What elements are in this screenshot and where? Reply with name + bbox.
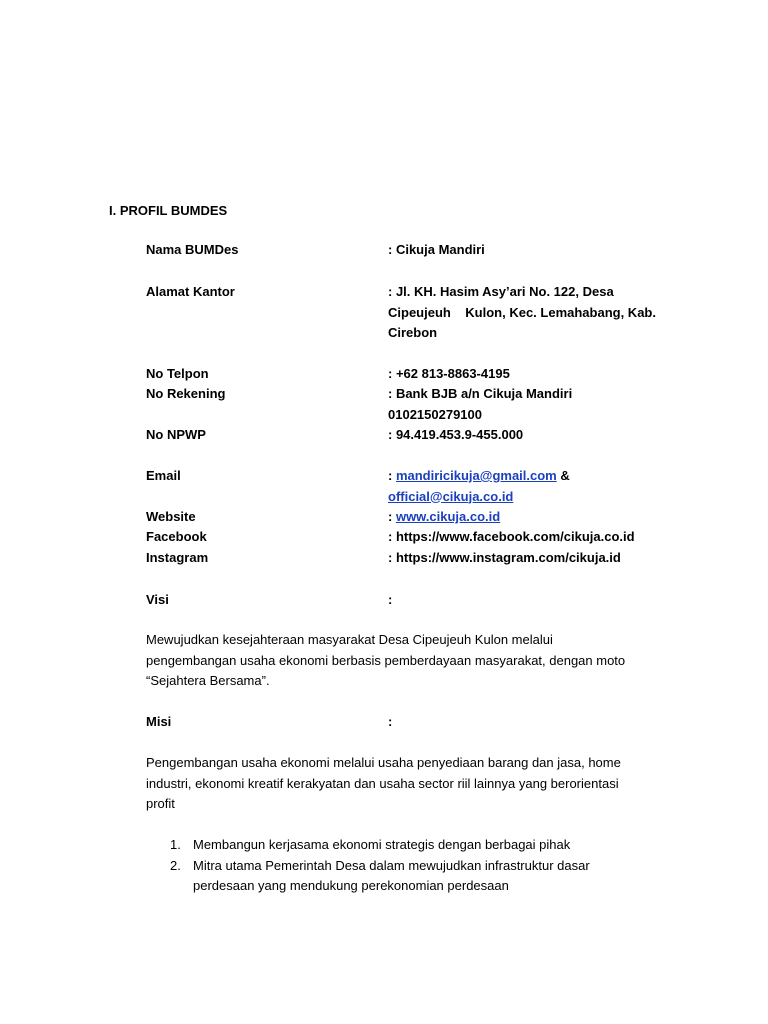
email-link-secondary[interactable]: official@cikuja.co.id	[388, 488, 514, 504]
field-label: No NPWP	[146, 427, 206, 442]
website-link[interactable]: www.cikuja.co.id	[395, 509, 501, 524]
field-label: No Telpon	[146, 366, 209, 381]
field-value	[388, 282, 678, 344]
visi-line-3: “Sejahtera Bersama”.	[146, 673, 270, 688]
misi-paragraph	[146, 753, 676, 815]
field-value	[388, 507, 678, 528]
field-label: Instagram	[146, 550, 209, 565]
list-item	[146, 856, 666, 897]
field-label: Website	[146, 509, 196, 524]
email-link-primary[interactable]: mandiricikuja@gmail.com	[395, 468, 557, 483]
address-line-1: : Jl. KH. Hasim Asy’ari No. 122, Desa	[388, 284, 614, 299]
field-label: Email	[146, 468, 181, 483]
field-value	[388, 466, 678, 507]
visi-paragraph	[146, 630, 676, 692]
field-label: Misi	[146, 714, 172, 729]
field-value: :	[388, 592, 393, 607]
field-value	[388, 384, 678, 425]
list-item	[146, 835, 666, 856]
address-line-2: Cipeujeuh Kulon, Kec. Lemahabang, Kab.	[388, 304, 656, 320]
misi-list	[146, 835, 666, 897]
email-separator: &	[556, 468, 570, 483]
website-prefix: :	[388, 509, 396, 524]
misi-line-2: industri, ekonomi kreatif kerakyatan dan usaha sector riil lainnya yang berorientasi	[146, 775, 619, 791]
field-value: :	[388, 714, 393, 729]
field-value: : 94.419.453.9-455.000	[388, 427, 524, 442]
email-prefix: :	[388, 468, 396, 483]
field-label: Facebook	[146, 529, 207, 544]
field-label: No Rekening	[146, 386, 226, 401]
address-line-3: Cirebon	[388, 325, 438, 340]
misi-line-3: profit	[146, 796, 175, 811]
field-label: Visi	[146, 592, 169, 607]
field-value: : +62 813-8863-4195	[388, 366, 510, 381]
field-value: : https://www.instagram.com/cikuja.id	[388, 550, 621, 565]
list-number: 2.	[170, 857, 181, 873]
field-value: : https://www.facebook.com/cikuja.co.id	[388, 529, 635, 544]
field-label: Nama BUMDes	[146, 242, 239, 257]
misi-line-1: Pengembangan usaha ekonomi melalui usaha penyediaan barang dan jasa, home	[146, 755, 621, 770]
section-title: I. PROFIL BUMDES	[109, 203, 228, 218]
visi-line-2: pengembangan usaha ekonomi berbasis pemberdayaan masyarakat, dengan moto	[146, 652, 626, 668]
visi-line-1: Mewujudkan kesejahteraan masyarakat Desa Cipeujeuh Kulon melalui	[146, 632, 553, 647]
field-value: : Cikuja Mandiri	[388, 242, 485, 257]
list-item-text: Mitra utama Pemerintah Desa dalam mewujudkan infrastruktur dasar	[193, 857, 590, 873]
list-item-text-continued: perdesaan yang mendukung perekonomian perdesaan	[193, 878, 509, 893]
list-item-text: Membangun kerjasama ekonomi strategis dengan berbagai pihak	[193, 837, 571, 852]
rekening-line-1: : Bank BJB a/n Cikuja Mandiri	[388, 386, 573, 401]
list-number: 1.	[170, 837, 181, 852]
field-label: Alamat Kantor	[146, 284, 235, 299]
rekening-line-2: 0102150279100	[388, 406, 482, 422]
